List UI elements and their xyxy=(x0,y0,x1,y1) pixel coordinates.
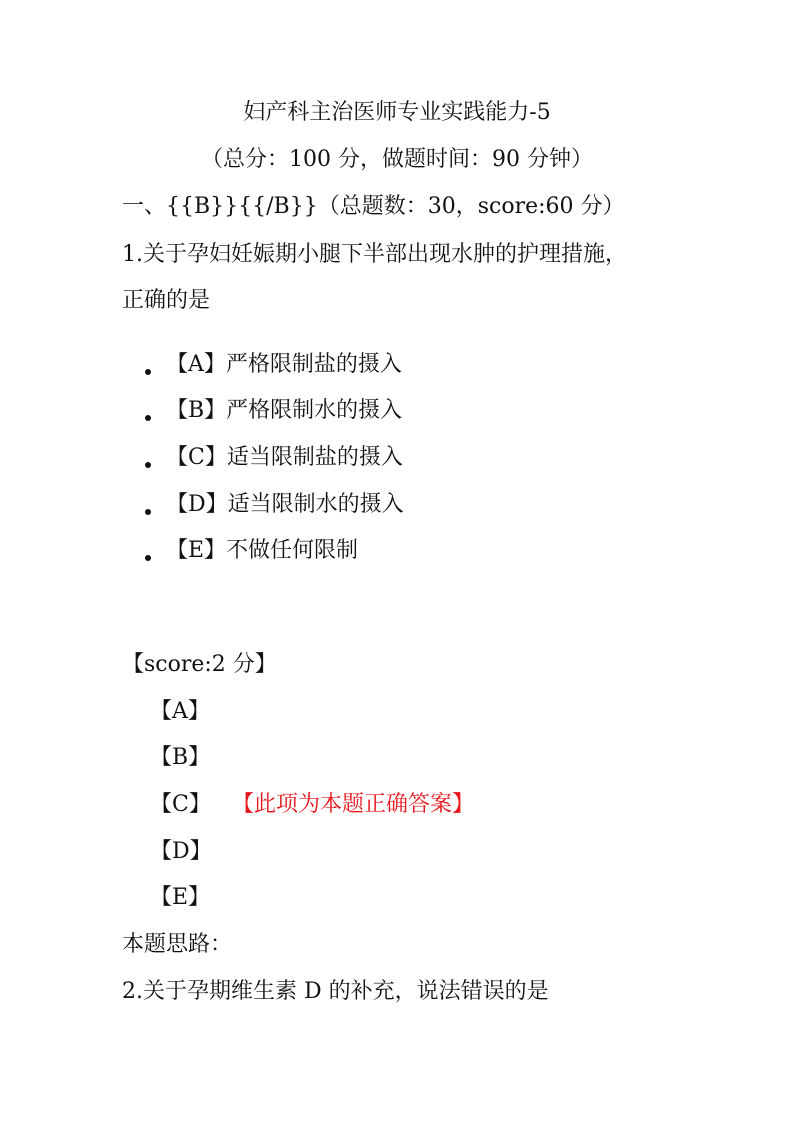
question-2-text-line1: 2.关于孕期维生素 D 的补充，说法错误的是 xyxy=(122,979,549,1004)
bullet-icon xyxy=(145,509,151,515)
document-title: 妇产科主治医师专业实践能力-5 xyxy=(243,100,551,125)
analysis-label: 本题思路： xyxy=(122,932,233,957)
question-1-text-line2: 正确的是 xyxy=(122,288,211,313)
bullet-icon xyxy=(145,555,151,561)
answer-c: 【C】 xyxy=(150,792,211,817)
question-1-score: 【score:2 分】 xyxy=(122,652,277,677)
option-b: 【B】严格限制水的摄入 xyxy=(166,398,403,423)
document-subtitle: （总分：100 分，做题时间：90 分钟） xyxy=(201,147,593,172)
bullet-icon xyxy=(145,415,151,421)
option-a: 【A】严格限制盐的摄入 xyxy=(166,352,402,377)
question-1-text-line1: 1.关于孕妇妊娠期小腿下半部出现水肿的护理措施， xyxy=(122,242,627,267)
option-c: 【C】适当限制盐的摄入 xyxy=(166,445,403,470)
section-header: 一、{{B}}{{/B}}（总题数：30，score:60 分） xyxy=(122,194,625,219)
correct-answer-note: 【此项为本题正确答案】 xyxy=(232,792,475,817)
bullet-icon xyxy=(145,369,151,375)
option-d: 【D】适当限制水的摄入 xyxy=(166,492,404,517)
answer-d: 【D】 xyxy=(150,839,212,864)
option-e: 【E】不做任何限制 xyxy=(166,538,359,563)
bullet-icon xyxy=(145,462,151,468)
answer-b: 【B】 xyxy=(150,745,211,770)
answer-e: 【E】 xyxy=(150,885,211,910)
answer-a: 【A】 xyxy=(150,699,210,724)
